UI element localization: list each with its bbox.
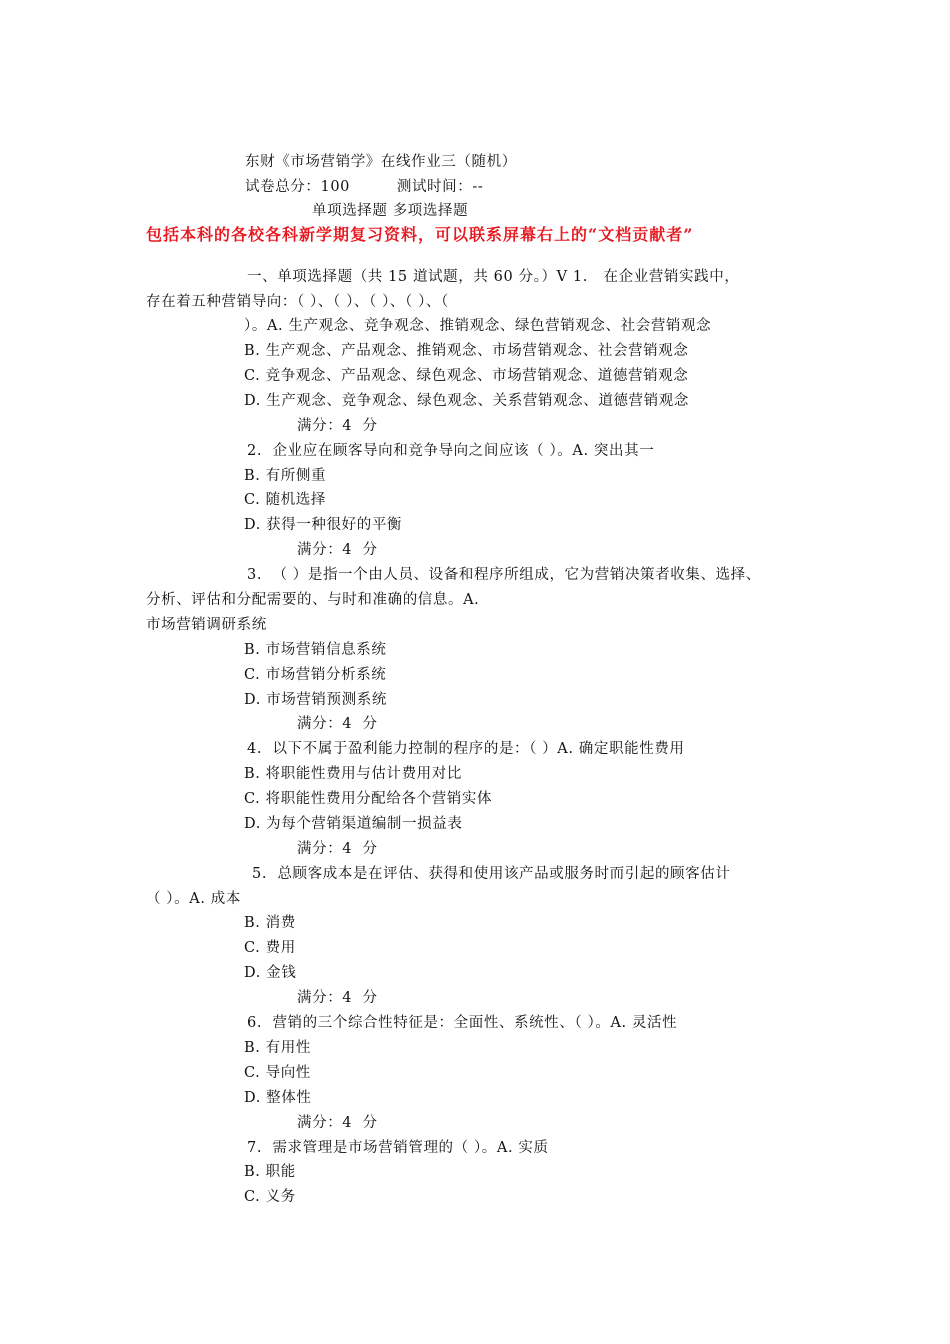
- section-list: 单项选择题 多项选择题: [312, 203, 469, 219]
- text-line: D. 为每个营销渠道编制一损益表: [244, 816, 463, 832]
- text-line: 2. 企业应在顾客导向和竞争导向之间应该（ ）。A. 突出其一: [247, 443, 655, 459]
- text-line: 满分：4 分: [297, 841, 378, 857]
- text-line: B. 有用性: [244, 1040, 311, 1056]
- text-line: 5. 总顾客成本是在评估、获得和使用该产品或服务时而引起的顾客估计: [252, 866, 731, 882]
- text-line: C. 义务: [244, 1189, 296, 1205]
- text-line: 满分：4 分: [297, 418, 378, 434]
- text-line: 3. （ ）是指一个由人员、设备和程序所组成，它为营销决策者收集、选择、: [247, 567, 761, 583]
- text-line: 分析、评估和分配需要的、与时和准确的信息。A.: [146, 592, 480, 608]
- text-line: B. 将职能性费用与估计费用对比: [244, 766, 462, 782]
- text-line: C. 将职能性费用分配给各个营销实体: [244, 791, 493, 807]
- text-line: （ ）。A. 成本: [146, 891, 241, 907]
- text-line: B. 职能: [244, 1164, 296, 1180]
- text-line: ）。A. 生产观念、竞争观念、推销观念、绿色营销观念、社会营销观念: [244, 318, 712, 334]
- promo-notice: 包括本科的各校各科新学期复习资料，可以联系屏幕右上的“文档贡献者”: [146, 225, 694, 244]
- text-line: 满分：4 分: [297, 542, 378, 558]
- text-line: B. 市场营销信息系统: [244, 642, 387, 658]
- text-line: 市场营销调研系统: [146, 617, 267, 633]
- text-line: D. 金钱: [244, 965, 297, 981]
- text-line: D. 获得一种很好的平衡: [244, 517, 403, 533]
- text-line: 一、单项选择题（共 15 道试题，共 60 分。）V 1. 在企业营销实践中，: [247, 269, 740, 285]
- text-line: B. 生产观念、产品观念、推销观念、市场营销观念、社会营销观念: [244, 343, 689, 359]
- score-and-time: 试卷总分：100 测试时间：--: [245, 179, 484, 195]
- text-line: B. 消费: [244, 915, 296, 931]
- text-line: C. 竞争观念、产品观念、绿色观念、市场营销观念、道德营销观念: [244, 368, 689, 384]
- text-line: 满分：4 分: [297, 1115, 378, 1131]
- text-line: C. 导向性: [244, 1065, 311, 1081]
- text-line: 满分：4 分: [297, 716, 378, 732]
- text-line: 6. 营销的三个综合性特征是：全面性、系统性、（ ）。A. 灵活性: [247, 1015, 678, 1031]
- text-line: C. 费用: [244, 940, 296, 956]
- text-line: B. 有所侧重: [244, 468, 327, 484]
- text-line: 满分：4 分: [297, 990, 378, 1006]
- text-line: D. 整体性: [244, 1090, 312, 1106]
- text-line: D. 生产观念、竞争观念、绿色观念、关系营销观念、道德营销观念: [244, 393, 689, 409]
- text-line: 存在着五种营销导向：（ ）、（ ）、（ ）、（ ）、（: [146, 294, 449, 310]
- text-line: D. 市场营销预测系统: [244, 692, 387, 708]
- text-line: 7. 需求管理是市场营销管理的（ ）。A. 实质: [247, 1140, 549, 1156]
- page-title: 东财《市场营销学》在线作业三（随机）: [245, 154, 517, 170]
- text-line: C. 市场营销分析系统: [244, 667, 387, 683]
- text-line: C. 随机选择: [244, 492, 326, 508]
- text-line: 4. 以下不属于盈利能力控制的程序的是：（ ）A. 确定职能性费用: [247, 741, 685, 757]
